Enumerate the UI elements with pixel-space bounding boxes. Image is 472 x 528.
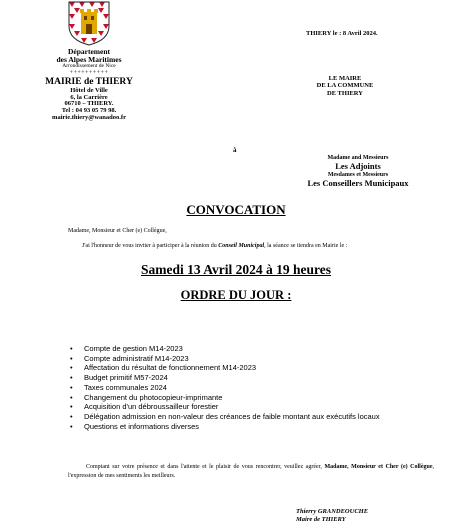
- invitation-before: J'ai l'honneur de vous inviter à participer à la réunion du: [82, 243, 219, 249]
- salutation: Madame, Monsieur et Cher (e) Collègue,: [68, 228, 167, 234]
- list-item: • Taxes communales 2024: [70, 382, 167, 392]
- address-line2: 6, la Carrière: [70, 93, 108, 101]
- bullet-icon: •: [70, 382, 73, 392]
- closing-part2: , l'expression de mes sentiments les meilleurs.: [68, 464, 434, 479]
- department-line1: Département: [67, 47, 111, 56]
- agenda-title: ORDRE DU JOUR :: [180, 288, 292, 302]
- list-item: • Affectation du résultat de fonctionnement M14-2023: [70, 363, 257, 373]
- bullet-icon: •: [70, 353, 73, 363]
- letterhead: [8, 48, 170, 122]
- agenda-list: [70, 344, 380, 431]
- department-line2: des Alpes Maritimes: [56, 54, 122, 64]
- bullet-icon: •: [70, 363, 73, 373]
- mairie-name: MAIRIE de THIERY: [45, 76, 133, 87]
- bullet-icon: •: [70, 392, 73, 402]
- signature-role: Maire de THIERY: [296, 515, 346, 523]
- list-item: • Budget primitif M57-2024: [70, 373, 168, 383]
- list-item: • Acquisition d'un débroussailleur forestier: [70, 402, 219, 412]
- invitation-after: , la séance se tiendra en Mairie le :: [264, 243, 348, 249]
- email: mairie.thiery@wanadoo.fr: [52, 114, 126, 122]
- tower-icon: [80, 9, 98, 34]
- separator-stars: ++++++++++: [69, 69, 109, 76]
- meeting-date: Samedi 13 Avril 2024 à 19 heures: [140, 262, 331, 277]
- document-title: CONVOCATION: [186, 202, 286, 217]
- recipients-line1: Madame and Messieurs: [327, 155, 389, 161]
- recipients-line2: Les Adjoints: [335, 160, 381, 171]
- sender-line2: DE LA COMMUNE: [316, 82, 374, 90]
- address-line3: 06710 – THIERY.: [64, 100, 114, 108]
- sender-line1: LE MAIRE: [328, 75, 362, 82]
- address-line1: Hôtel de Ville: [70, 86, 108, 94]
- signature-name: Thierry GRANDEOUCHE: [296, 508, 369, 515]
- bullet-icon: •: [70, 373, 73, 383]
- list-item: • Compte administratif M14-2023: [70, 353, 189, 363]
- coat-of-arms-logo: [66, 0, 112, 46]
- list-item: • Changement du photocopieur-imprimante: [70, 392, 223, 402]
- date-line: THIERY le : 8 Avril 2024.: [306, 30, 378, 37]
- invitation-text: [82, 243, 347, 249]
- bullet-icon: •: [70, 421, 73, 431]
- arrondissement: Arrondissement de Nice: [62, 62, 116, 69]
- list-item: • Délégation admission en non-valeur des créances de faible montant aux exécutifs locaux: [70, 411, 380, 421]
- sender-block: [290, 75, 400, 97]
- recipients-line3: Mesdames et Messieurs: [327, 171, 389, 178]
- a-mark: à: [233, 146, 237, 154]
- list-item: • Questions et informations diverses: [70, 421, 200, 431]
- closing-paragraph: [68, 463, 434, 481]
- bullet-icon: •: [70, 411, 73, 421]
- phone: Tel : 04 93 05 79 98.: [61, 107, 117, 115]
- signature-block: [296, 508, 368, 524]
- closing-part1: Comptant sur votre présence et dans l'attente et le plaisir de vous rencontrer, veuillez agréer,: [86, 464, 325, 470]
- invitation-emphasis: Conseil Municipal: [218, 243, 265, 249]
- sender-line3: DE THIERY: [327, 89, 363, 97]
- bullet-icon: •: [70, 402, 73, 412]
- recipients-line4: Les Conseillers Municipaux: [307, 177, 409, 188]
- recipients-block: [298, 155, 418, 188]
- list-item: • Compte de gestion M14-2023: [70, 344, 183, 353]
- closing-bold: Madame, Monsieur et Cher (e) Collègue: [324, 464, 433, 470]
- bullet-icon: •: [70, 344, 73, 353]
